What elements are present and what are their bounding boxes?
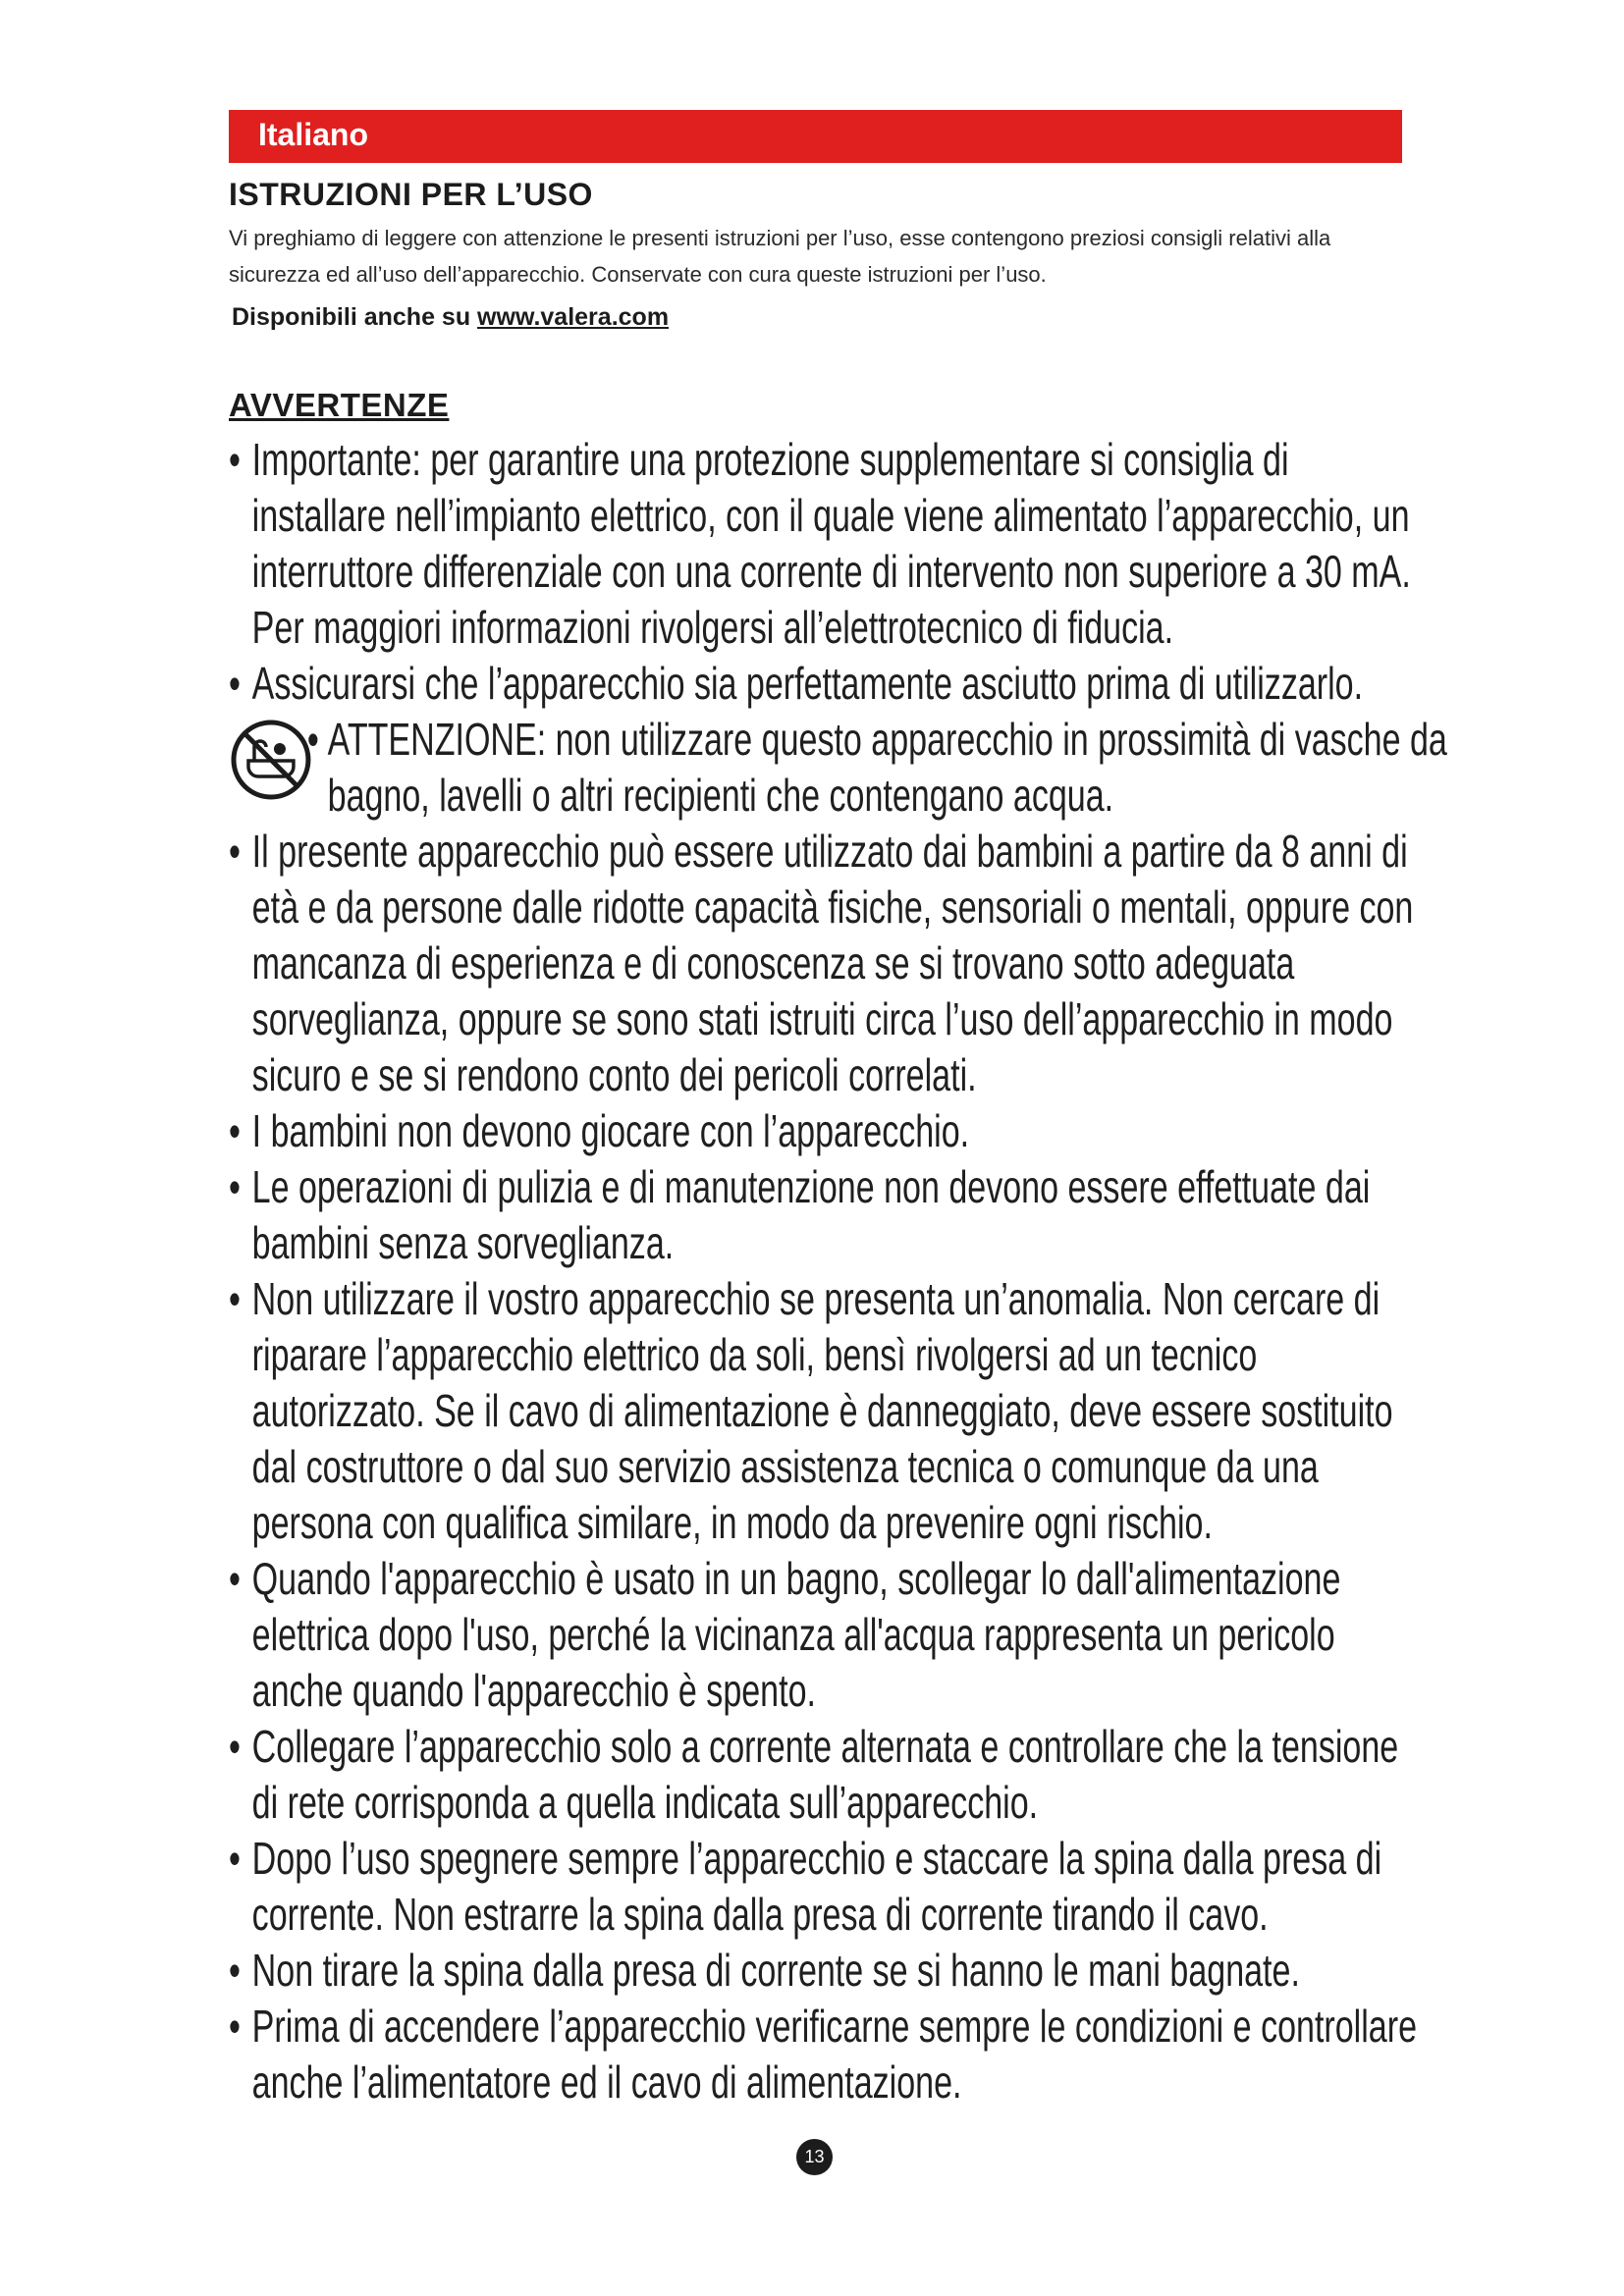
bullet: • (229, 1161, 241, 1212)
warning-text: Dopo l’uso spegnere sempre l’apparecchio e staccare la spina dalla presa di corrente. Non estrarre la spina dalla presa di corrente tirando il cavo. (251, 1833, 1382, 1940)
bullet: • (229, 1553, 241, 1604)
bullet: • (229, 434, 241, 485)
warning-text: Le operazioni di pulizia e di manutenzione non devono essere effettuate dai bambini senza sorveglianza. (251, 1161, 1371, 1268)
bullet: • (229, 658, 241, 709)
warnings-heading: AVVERTENZE (229, 387, 450, 423)
available-prefix: Disponibili anche su (232, 303, 471, 331)
warnings-list (229, 432, 1447, 2110)
warning-text: I bambini non devono giocare con l’apparecchio. (251, 1105, 970, 1156)
warning-text: Non utilizzare il vostro apparecchio se presenta un’anomalia. Non cercare di riparare l’apparecchio elettrico da soli, bensì rivolgersi ad un tecnico autorizzato. Se il cavo di alimentazione è danneggiato, deve essere sostituito dal costruttore o dal suo servizio assistenza tecnica o comunque da una persona con qualifica similare, in modo da prevenire ogni rischio. (251, 1273, 1393, 1548)
warning-text: Quando l'apparecchio è usato in un bagno, scollegar lo dall'alimentazione elettrica dopo l'uso, perché la vicinanza all'acqua rappresenta un pericolo anche quando l'apparecchio è spento. (251, 1553, 1341, 1716)
warning-item (229, 656, 1431, 712)
bullet: • (229, 1833, 241, 1884)
warning-item (229, 1943, 1431, 1999)
bullet: • (229, 826, 241, 877)
bullet: • (306, 714, 319, 765)
warning-item-attention (229, 712, 1506, 824)
warning-item (229, 432, 1431, 656)
warning-item (229, 1999, 1431, 2110)
bullet: • (229, 1721, 241, 1772)
bullet: • (229, 1945, 241, 1996)
warning-text: ATTENZIONE: non utilizzare questo apparecchio in prossimità di vasche da bagno, lavelli o altri recipienti che contengano acqua. (327, 714, 1447, 821)
warning-item (229, 1719, 1431, 1831)
warning-item (229, 1159, 1431, 1271)
website-link[interactable]: www.valera.com (477, 303, 670, 331)
warning-item (229, 1551, 1431, 1719)
bullet: • (229, 1105, 241, 1156)
warning-item (229, 1103, 1431, 1159)
warning-item (229, 1271, 1431, 1551)
warning-text: Non tirare la spina dalla presa di corrente se si hanno le mani bagnate. (251, 1945, 1300, 1996)
warning-text: Prima di accendere l’apparecchio verificarne sempre le condizioni e controllare anche l’alimentatore ed il cavo di alimentazione. (251, 2001, 1418, 2108)
bullet: • (229, 1273, 241, 1324)
warning-text: Collegare l’apparecchio solo a corrente alternata e controllare che la tensione di rete corrisponda a quella indicata sull’apparecchio. (251, 1721, 1399, 1828)
warning-text: Il presente apparecchio può essere utilizzato dai bambini a partire da 8 anni di età e da persone dalle ridotte capacità fisiche, sensoriali o mentali, oppure con mancanza di esperienza e di conoscenza se si trovano sotto adeguata sorveglianza, oppure se sono stati istruiti circa l’uso dell’apparecchio in modo sicuro e se si rendono conto dei pericoli correlati. (251, 826, 1414, 1100)
intro-line: sicurezza ed all’uso dell’apparecchio. Conservate con cura queste istruzioni per l’uso. (229, 262, 1047, 287)
language-label: Italiano (258, 117, 369, 152)
warning-text: Assicurarsi che l’apparecchio sia perfettamente asciutto prima di utilizzarlo. (251, 658, 1364, 709)
intro-paragraph (229, 220, 1402, 293)
page-title: ISTRUZIONI PER L’USO (229, 177, 593, 212)
warning-text: Importante: per garantire una protezione supplementare si consiglia di installare nell’impianto elettrico, con il quale viene alimentato l’apparecchio, un interruttore differenziale con una corrente di intervento non superiore a 30 mA. Per maggiori informazioni rivolgersi all’elettrotecnico di fiducia. (251, 434, 1411, 653)
bullet: • (229, 2001, 241, 2052)
warning-item (229, 1831, 1431, 1943)
no-bathtub-icon (229, 718, 313, 802)
page-number: 13 (796, 2139, 833, 2175)
intro-line: Vi preghiamo di leggere con attenzione le presenti istruzioni per l’uso, esse contengono preziosi consigli relativi alla (229, 226, 1331, 250)
warning-item (229, 824, 1431, 1103)
language-bar (229, 110, 1402, 163)
available-online (232, 303, 669, 332)
